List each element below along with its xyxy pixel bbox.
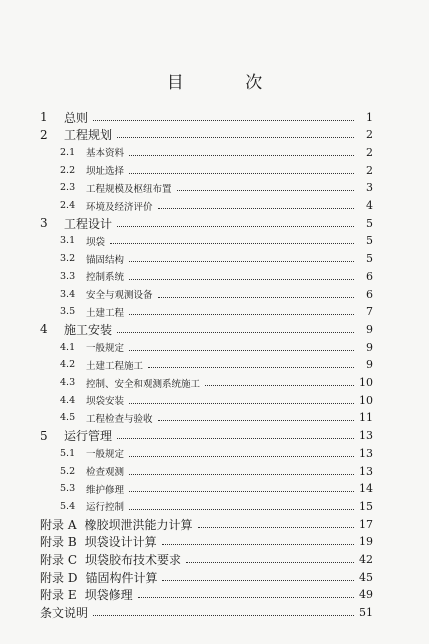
toc-entry-label: 锚固构件计算 [85,570,158,585]
toc-entry[interactable] [40,214,373,232]
toc-entry[interactable] [40,320,373,338]
dot-leader [117,137,354,138]
toc-entry-label: 运行控制 [86,502,125,514]
toc-entry-label: 运行管理 [64,429,113,444]
toc-entry[interactable] [60,179,373,197]
page-title: 目 次 [166,73,291,93]
dot-leader [93,120,354,121]
dot-leader [158,420,354,421]
toc-entry-page: 6 [366,269,373,283]
toc-entry-label: 维护修理 [86,484,125,496]
toc-entry-label: 环境及经济评价 [86,201,153,213]
dot-leader [148,367,354,368]
toc-entry[interactable] [40,551,373,569]
toc-entry-label: 总则 [64,110,89,125]
toc-entry-page: 13 [359,429,373,443]
toc-entry-number: 2.3 [60,182,76,194]
dot-leader [129,314,354,315]
toc-entry-number: 4.4 [60,394,76,406]
toc-entry-page: 49 [359,588,373,602]
dot-leader [110,243,354,244]
toc-entry[interactable] [60,303,373,321]
dot-leader [158,208,354,209]
toc-entry-number: 附录 A [40,517,77,532]
toc-entry-number: 3.4 [60,288,76,300]
dot-leader [162,580,354,581]
toc-entry-label: 一般规定 [86,343,125,355]
dot-leader [117,226,354,227]
dot-leader [162,544,354,545]
toc-entry-page: 3 [366,181,373,195]
toc-entry-page: 7 [366,305,373,319]
toc-entry-label: 控制、安全和观测系统施工 [86,378,201,390]
dot-leader [138,597,354,598]
toc-entry-number: 4.5 [60,412,76,424]
toc-entry-number: 2.4 [60,200,76,211]
toc-entry[interactable] [60,267,373,285]
dot-leader [129,279,354,280]
toc-entry[interactable] [40,568,373,586]
toc-entry-label: 一般规定 [86,449,125,461]
dot-leader [158,297,354,298]
toc-entry-page: 13 [359,464,373,478]
toc-entry[interactable] [40,515,373,533]
toc-entry-page: 14 [359,482,373,496]
toc-entry-page: 15 [359,499,373,513]
toc-entry[interactable] [40,126,373,144]
toc-entry-number: 5.4 [60,500,76,512]
toc-entry[interactable] [60,197,373,215]
toc-entry[interactable] [60,480,373,498]
toc-entry-label: 土建工程 [86,307,125,319]
toc-entry[interactable] [60,444,373,462]
dot-leader [117,438,354,439]
toc-entry-number: 附录 D [40,570,78,585]
toc-entry[interactable] [60,285,373,303]
toc-entry-number: 3.5 [60,306,76,318]
toc-entry[interactable] [60,462,373,480]
dot-leader [93,615,354,616]
toc-entry-page: 45 [359,570,373,584]
toc-entry-label: 坝袋安装 [86,396,125,408]
toc-entry-number: 5.3 [60,483,76,495]
toc-entry-page: 9 [366,322,373,336]
toc-entry-page: 5 [366,216,373,230]
toc-entry[interactable] [40,604,373,622]
toc-entry-page: 6 [366,287,373,301]
toc-entry-page: 51 [359,606,373,620]
toc-entry-number: 5.2 [60,465,76,477]
toc-entry-label: 工程设计 [64,216,113,231]
toc-entry[interactable] [60,497,373,515]
dot-leader [129,403,354,404]
toc-entry-number: 3.3 [60,270,76,282]
toc-entry-page: 2 [366,128,373,142]
toc-entry-label: 坝袋胶布技术要求 [85,553,182,567]
toc-entry[interactable] [60,161,373,179]
toc-entry[interactable] [60,143,373,161]
toc-entry-number: 4.1 [60,341,76,353]
toc-entry-label: 坝袋修理 [84,588,133,603]
toc-entry-number: 2.2 [60,164,76,176]
toc-entry-number: 3 [40,216,48,231]
toc-entry-number: 4.2 [60,359,76,371]
toc-entry-page: 5 [366,234,373,248]
toc-entry-number: 5.1 [60,447,76,459]
dot-leader [205,385,354,386]
dot-leader [129,474,354,475]
toc-entry-label: 锚固结构 [86,254,125,266]
toc-entry[interactable] [60,232,373,250]
toc-entry-page: 17 [359,517,373,531]
toc-entry-page: 10 [359,376,373,389]
dot-leader [129,509,354,510]
toc-entry[interactable] [60,391,373,409]
toc-entry-label: 工程规划 [64,128,113,143]
toc-entry[interactable] [40,108,373,126]
toc-entry[interactable] [60,338,373,356]
toc-entry-page: 2 [366,145,373,159]
toc-entry-number: 2 [40,127,48,142]
toc-entry[interactable] [60,374,373,392]
toc-entry-page: 10 [359,393,373,407]
toc-entry[interactable] [60,409,373,427]
toc-entry[interactable] [40,586,373,604]
toc-entry-number: 附录 E [40,588,77,603]
toc-entry-label: 工程检查与验收 [86,413,153,425]
dot-leader [129,491,354,492]
toc-entry-page: 1 [366,110,373,124]
dot-leader [198,527,355,528]
toc-entry-number: 4.3 [60,377,76,388]
toc-entry[interactable] [40,427,373,445]
toc-entry-label: 施工安装 [64,322,113,337]
toc-entry-label: 检查观测 [86,467,125,478]
toc-entry-page: 9 [366,358,373,372]
dot-leader [117,332,354,333]
toc-entry-label: 坝袋 [86,236,106,248]
toc-entry-number: 1 [40,110,48,124]
toc-entry-label: 工程规模及枢纽布置 [86,183,172,195]
dot-leader [129,261,354,262]
toc-entry-page: 13 [359,446,373,460]
dot-leader [177,190,354,191]
toc-entry-label: 基本资料 [86,148,125,160]
toc-entry[interactable] [40,533,373,551]
toc-entry-number: 3.1 [60,235,76,247]
toc-entry-page: 2 [366,163,373,177]
dot-leader [129,456,354,457]
toc-entry-page: 11 [359,411,373,425]
toc-entry-page: 42 [359,553,373,566]
toc-entry-label: 安全与观测设备 [86,290,153,301]
toc-entry-number: 附录 B [40,535,77,550]
toc-entry-number: 5 [40,428,48,443]
toc-entry-label: 坝袋设计计算 [84,535,157,550]
toc-entry-label: 坝址选择 [86,166,125,178]
toc-entry-label: 土建工程施工 [86,360,144,372]
toc-entry-number: 4 [40,322,48,337]
toc-entry-page: 5 [366,252,373,266]
toc-entry-label: 条文说明 [40,606,89,621]
toc-entry-label: 橡胶坝泄洪能力计算 [84,517,193,532]
toc-entry[interactable] [60,356,373,374]
toc-entry-page: 9 [366,340,373,354]
dot-leader [129,155,354,156]
toc-entry-page: 4 [366,199,373,212]
toc-entry[interactable] [60,250,373,268]
toc-entry-number: 附录 C [40,553,77,567]
dot-leader [129,173,354,174]
toc-entry-label: 控制系统 [86,272,125,284]
toc-entry-number: 2.1 [60,146,76,158]
toc-entry-number: 3.2 [60,253,76,265]
dot-leader [129,350,354,351]
dot-leader [186,562,354,563]
toc-entry-page: 19 [359,535,373,549]
